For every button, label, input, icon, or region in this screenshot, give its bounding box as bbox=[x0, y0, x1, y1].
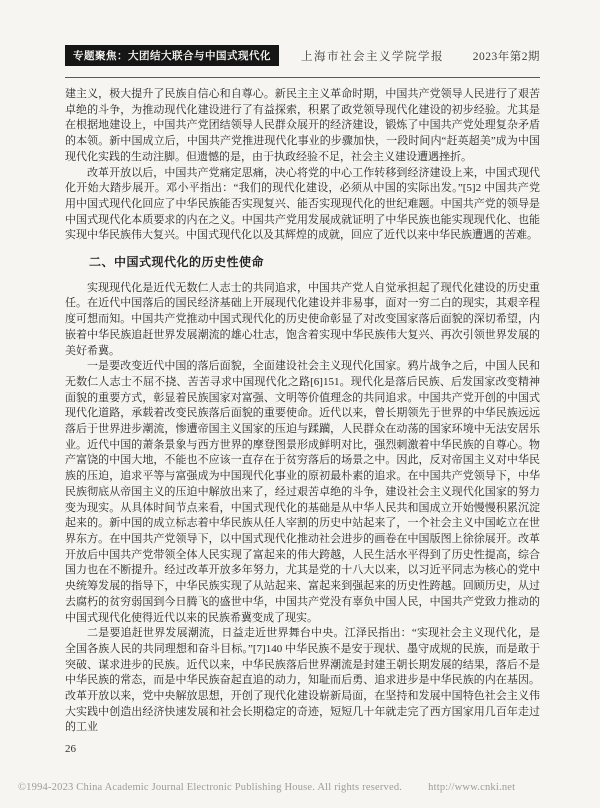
article-body bbox=[65, 87, 540, 736]
footer-url: http://www.cnki.net bbox=[428, 782, 516, 793]
paragraph: 实现现代化是近代无数仁人志士的共同追求，中国共产党人自觉承担起了现代化建设的历史重任。在近代中国落后的国民经济基础上开展现代化建设并非易事，面对一穷二白的现实，其艰辛程度可想而知。中国共产党推动中国式现代化的历史使命彰显了对改变国家落后面貌的深切希望，内嵌着中华民族追赶世界发展潮流的雄心壮志，饱含着实现中华民族伟大复兴、再次引领世界发展的美好希冀。 bbox=[65, 281, 540, 357]
paragraph: 改革开放以后，中国共产党痛定思痛，决心将党的中心工作转移到经济建设上来，中国式现代化开始大踏步展开。邓小平指出：“我们的现代化建设，必须从中国的实际出发。”[5]2 中国共产党用中国式现代化回应了中华民族能否实现复兴、能否实现现代化的世纪难题。中国共产党的领导是中国式现代化本质要求的内在之义。中国共产党用发展成就证明了中华民族也能实现现代化、也能实现中华民族伟大复兴。中国式现代化以及其辉煌的成就，回应了近代以来中华民族遭遇的苦难。 bbox=[65, 166, 540, 242]
copyright-text: ©1994-2023 China Academic Journal Electronic Publishing House. All rights reserved. bbox=[18, 782, 403, 793]
topic-badge: 专题聚焦：大团结大联合与中国式现代化 bbox=[65, 45, 279, 66]
page-header bbox=[65, 45, 540, 78]
section-heading: 二、中国式现代化的历史性使命 bbox=[89, 255, 265, 270]
page-number: 26 bbox=[65, 743, 76, 756]
journal-name: 上海市社会主义学院学报 bbox=[301, 50, 444, 63]
issue-label: 2023年第2期 bbox=[472, 50, 540, 63]
paragraph: 一是要改变近代中国的落后面貌，全面建设社会主义现代化国家。鸦片战争之后，中国人民和无数仁人志士不屈不挠、苦苦寻求中国现代化之路[6]151。现代化是落后民族、后发国家改变精神面貌的重要方式，彰显着民族国家对富强、文明等价值理念的共同追求。中国共产党开创的中国式现代化道路，承载着改变民族落后面貌的重要使命。近代以来，曾长期领先于世界的中华民族远远落后于世界进步潮流，惨遭帝国主义国家的压迫与蹂躏，人民群众在动荡的国家环境中无法安居乐业。近代中国的萧条景象与西方世界的摩登图景形成鲜明对比，强烈刺激着中华民族的自尊心。物产富饶的中国大地，不能也不应该一直存在于贫穷落后的场景之中。因此，反对帝国主义对中华民族的压迫，追求平等与富强成为中国现代化事业的原初最朴素的追求。在中国共产党领导下，中华民族彻底从帝国主义的压迫中解放出来了，经过艰苦卓绝的斗争，建设社会主义现代化国家的努力变为现实。从具体时间节点来看，中国式现代化的基础是从中华人民共和国成立开始慢慢积累沉淀起来的。新中国的成立标志着中华民族从任人宰割的历史中站起来了，一个社会主义中国屹立在世界东方。在中国共产党领导下，以中国式现代化推动社会进步的画卷在中国版图上徐徐展开。改革开放后中国共产党带领全体人民实现了富起来的伟大跨越，人民生活水平得到了历史性提高，综合国力也在不断提升。经过改革开放多年努力，尤其是党的十八大以来，以习近平同志为核心的党中央统筹发展的指导下，中华民族实现了从站起来、富起来到强起来的历史性跨越。回顾历史，从过去腐朽的贫穷弱国到今日腾飞的盛世中华，中国共产党没有辜负中国人民，中国共产党致力推动的中国式现代化使得近代以来的民族希冀变成了现实。 bbox=[65, 360, 540, 624]
page-footer bbox=[18, 782, 582, 793]
paragraph: 建主义，极大提升了民族自信心和自尊心。新民主主义革命时期，中国共产党领导人民进行了艰苦卓绝的斗争，为推动现代化建设进行了有益探索，积累了政党领导现代化建设的初步经验。尤其是在根据地建设上，中国共产党团结领导人民群众展开的经济建设，锻炼了中国共产党处理复杂矛盾的本领。新中国成立后，中国共产党推进现代化事业的步骤加快，一段时间内“赶英超美”成为中国现代化实践的生动注脚。但遗憾的是，由于执政经验不足，社会主义建设遭遇挫折。 bbox=[65, 88, 540, 163]
paragraph: 二是要追赶世界发展潮流，日益走近世界舞台中央。江泽民指出：“实现社会主义现代化，是全国各族人民的共同理想和奋斗目标。”[7]140 中华民族不是安于现状、墨守成规的民族，而是敢于突破、谋求进步的民族。近代以来，中华民族落后世界潮流是封建王朝长期发展的结果，落后不是中华民族的常态，而是中华民族奋起直追的动力，知耻而后勇、追求进步是中华民族的内在基因。改革开放以来，党中央解放思想，开创了现代化建设崭新局面，在坚持和发展中国特色社会主义伟大实践中创造出经济快速发展和社会长期稳定的奇迹，短短几十年就走完了西方国家用几百年走过的工业 bbox=[65, 627, 540, 734]
